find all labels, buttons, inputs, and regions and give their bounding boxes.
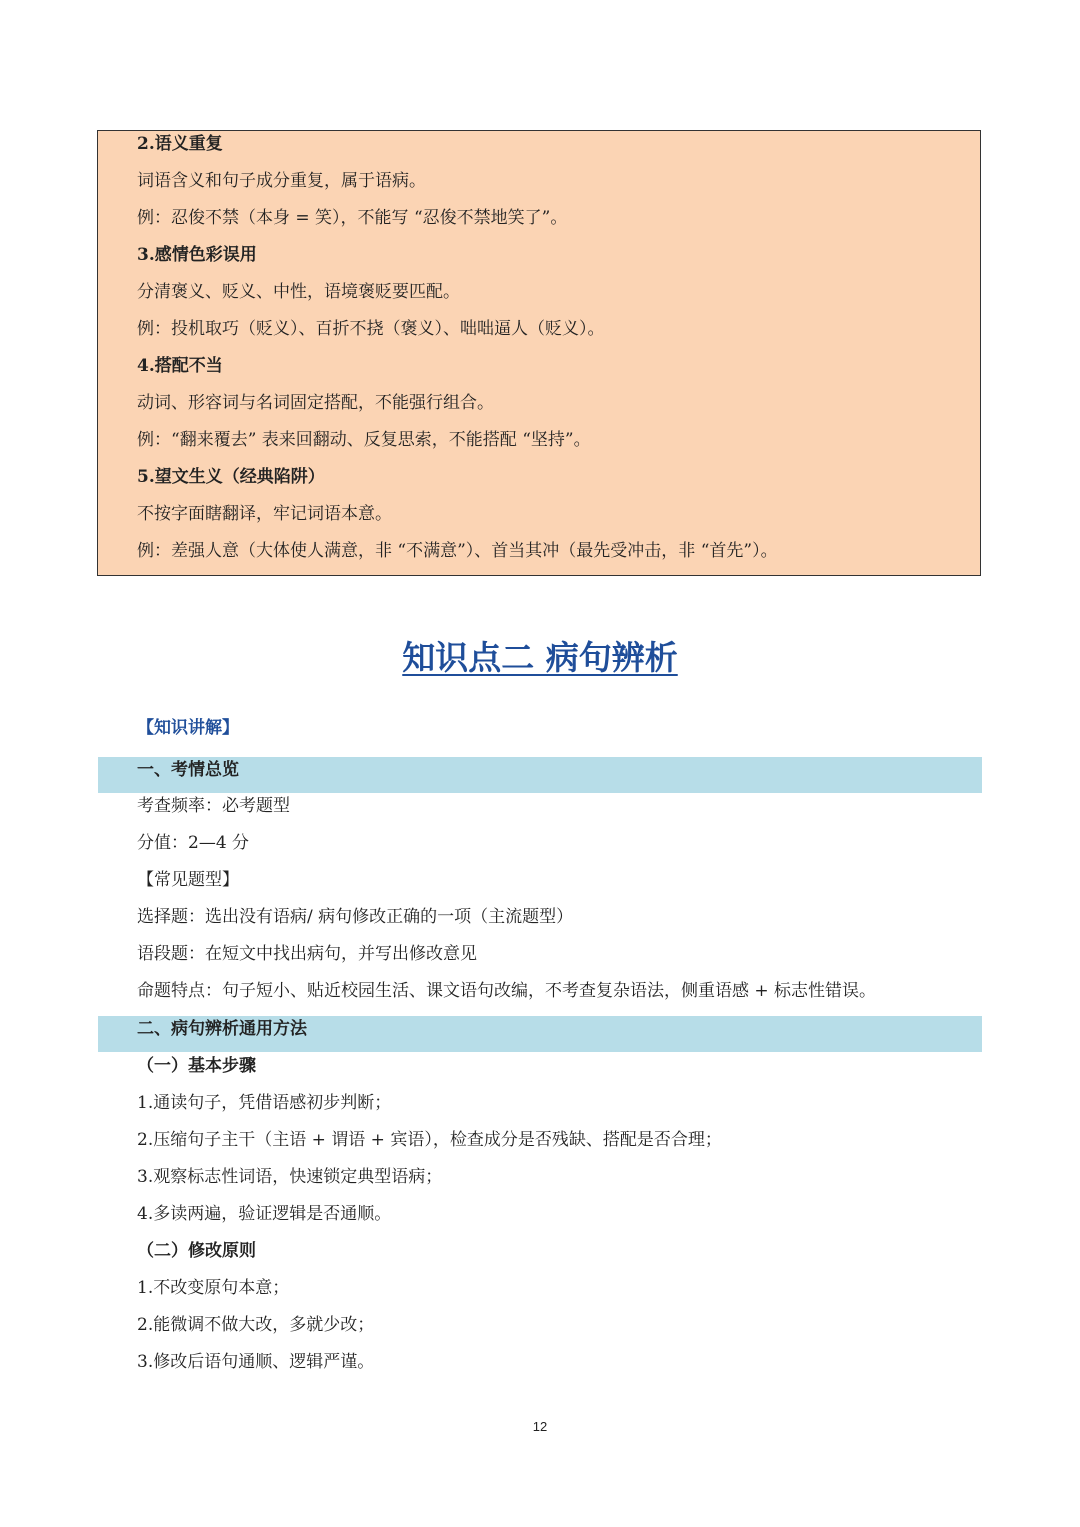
example-line: 例：忍俊不禁（本身 = 笑），不能写 “忍俊不禁地笑了”。: [137, 208, 568, 228]
section-description: 动词、形容词与名词固定搭配，不能强行组合。: [137, 393, 494, 413]
example-line: 例：投机取巧（贬义）、百折不挠（褒义）、咄咄逼人（贬义）。: [137, 319, 605, 339]
page-title: 知识点二 病句辨析: [402, 638, 678, 677]
list-item: 2.压缩句子主干（主语 + 谓语 + 宾语），检查成分是否残缺、搭配是否合理；: [137, 1130, 722, 1150]
common-types-label: 【常见题型】: [137, 870, 239, 890]
subheading-steps: （一）基本步骤: [137, 1056, 256, 1076]
part2-heading: 二、病句辨析通用方法: [137, 1019, 307, 1039]
knowledge-label: 【知识讲解】: [137, 718, 239, 738]
example-line: 例：差强人意（大体使人满意，非 “不满意”）、首当其冲（最先受冲击，非 “首先”）。: [137, 541, 778, 561]
list-item: 1.通读句子，凭借语感初步判断；: [137, 1093, 392, 1113]
list-item: 2.能微调不做大改，多就少改；: [137, 1315, 375, 1335]
section-description: 不按字面瞎翻译，牢记词语本意。: [137, 504, 392, 524]
exam-frequency: 考查频率：必考题型: [137, 796, 290, 816]
list-item: 3.观察标志性词语，快速锁定典型语病；: [137, 1167, 443, 1187]
section-description: 分清褒义、贬义、中性，语境褒贬要匹配。: [137, 282, 460, 302]
section-heading: 2.语义重复: [137, 134, 223, 154]
choice-question: 选择题：选出没有语病/ 病句修改正确的一项（主流题型）: [137, 907, 574, 927]
list-item: 4.多读两遍，验证逻辑是否通顺。: [137, 1204, 392, 1224]
part1-heading: 一、考情总览: [137, 760, 239, 780]
score-value: 分值：2—4 分: [137, 833, 250, 853]
section-description: 词语含义和句子成分重复，属于语病。: [137, 171, 426, 191]
list-item: 1.不改变原句本意；: [137, 1278, 290, 1298]
section-heading: 3.感情色彩误用: [137, 245, 257, 265]
subheading-principles: （二）修改原则: [137, 1241, 256, 1261]
section-heading: 5.望文生义（经典陷阱）: [137, 467, 325, 487]
paragraph-question: 语段题：在短文中找出病句，并写出修改意见: [137, 944, 477, 964]
question-features: 命题特点：句子短小、贴近校园生活、课文语句改编，不考查复杂语法，侧重语感 + 标志性错误。: [137, 981, 877, 1001]
section-heading: 4.搭配不当: [137, 356, 223, 376]
page-number: 12: [532, 1419, 548, 1434]
example-line: 例：“翻来覆去” 表来回翻动、反复思索，不能搭配 “坚持”。: [137, 430, 591, 450]
list-item: 3.修改后语句通顺、逻辑严谨。: [137, 1352, 375, 1372]
